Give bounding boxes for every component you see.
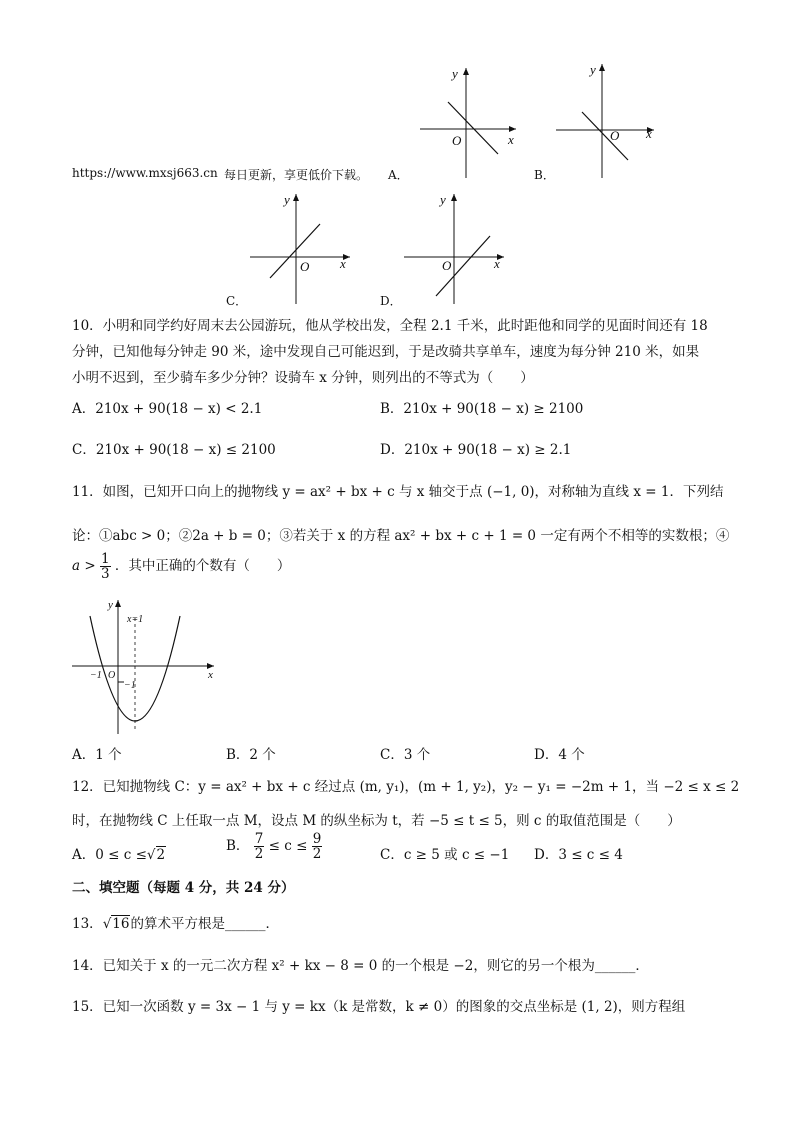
graph-b: [552, 58, 662, 178]
graph-a: [412, 60, 522, 180]
q11-fraction: [100, 552, 111, 581]
q11-frac-num: 1: [100, 551, 110, 567]
graph-a-x: x: [508, 132, 514, 147]
q12-b-num2: 9: [312, 831, 322, 847]
q10-option-b: B．210x + 90(18 − x) ≥ 2100: [380, 401, 584, 417]
q11-option-b: B．2 个: [226, 747, 276, 763]
sqrt-symbol: √: [146, 847, 156, 863]
q11-line3: [72, 552, 290, 581]
update-notice: 每日更新，享更低价下载。: [224, 168, 369, 182]
q12-option-c: C．c ≥ 5 或 c ≤ −1: [380, 847, 510, 863]
q11-frac-den: 3: [100, 566, 110, 583]
option-c-label: C．: [226, 294, 248, 308]
q11-graph-o: O: [108, 670, 116, 681]
graph-d-o: O: [442, 258, 452, 273]
option-d-label: D．: [380, 294, 402, 308]
q12-line1: 12．已知抛物线 C：y = ax² + bx + c 经过点 (m, y₁)，(m + 1, y₂)，y₂ − y₁ = −2m + 1，当 −2 ≤ x ≤ 2: [72, 779, 740, 795]
section-fill-in-blank-heading: 二、填空题（每题 4 分，共 24 分）: [72, 880, 295, 896]
q12-option-d: D．3 ≤ c ≤ 4: [534, 847, 623, 863]
q11-graph-neg1-y: −1: [124, 680, 136, 691]
q11-option-d: D．4 个: [534, 747, 585, 763]
q12-option-a: [72, 843, 166, 863]
graph-c-y: y: [284, 192, 290, 207]
sqrt-symbol: √: [102, 916, 112, 932]
q11-graph-axis-label: x=1: [127, 614, 144, 625]
q11-graph-x: x: [208, 669, 213, 681]
q12-b-den2: 2: [312, 846, 322, 863]
q10-line1: 10．小明和同学约好周末去公园游玩，他从学校出发，全程 2.1 千米，此时距他和同学的见面时间还有 18: [72, 318, 708, 334]
graph-b-o: O: [610, 128, 620, 143]
q10-option-c: C．210x + 90(18 − x) ≤ 2100: [72, 442, 276, 458]
option-b-label: B．: [534, 168, 555, 182]
q10-option-d: D．210x + 90(18 − x) ≥ 2.1: [380, 442, 572, 458]
q13: [72, 912, 279, 932]
q10-option-a: A．210x + 90(18 − x) < 2.1: [72, 401, 263, 417]
graph-d-x: x: [494, 256, 500, 271]
graph-c-x: x: [340, 256, 346, 271]
q11-option-a: A．1 个: [72, 747, 122, 763]
q12-option-b-pre: B．: [226, 838, 250, 855]
q11-graph-neg1: −1: [90, 670, 102, 681]
q12-option-b: [226, 832, 322, 861]
q10-line3: 小明不迟到，至少骑车多少分钟？设骑车 x 分钟，则列出的不等式为（ ）: [72, 370, 534, 386]
q13-pre: 13．: [72, 916, 103, 932]
option-a-label: A．: [388, 168, 409, 182]
graph-d-y: y: [440, 192, 446, 207]
q12-b-den1: 2: [254, 846, 264, 863]
q14: 14．已知关于 x 的一元二次方程 x² + kx − 8 = 0 的一个根是 −2，则它的另一个根为______．: [72, 958, 649, 974]
graph-b-x: x: [646, 126, 652, 141]
q15: 15．已知一次函数 y = 3x − 1 与 y = kx（k 是常数，k ≠ 0）的图象的交点坐标是 (1, 2)，则方程组: [72, 999, 686, 1015]
q10-line2: 分钟，已知他每分钟走 90 米，途中发现自己可能迟到，于是改骑共享单车，速度为每分钟 210 米，如果: [72, 344, 700, 360]
q11-line2: 论：①abc > 0；②2a + b = 0；③若关于 x 的方程 ax² + bx + c + 1 = 0 一定有两个不相等的实数根；④: [72, 528, 730, 544]
q13-post: 的算术平方根是______．: [130, 916, 279, 932]
q11-option-c: C．3 个: [380, 747, 431, 763]
graph-d: [400, 188, 512, 306]
q12-line2: 时，在抛物线 C 上任取一点 M，设点 M 的纵坐标为 t，若 −5 ≤ t ≤ 5，则 c 的取值范围是（ ）: [72, 813, 681, 829]
q13-radicand: 16: [112, 916, 130, 932]
q11-line1: 11．如图，已知开口向上的抛物线 y = ax² + bx + c 与 x 轴交于点 (−1, 0)，对称轴为直线 x = 1．下列结: [72, 484, 724, 500]
q12-option-a-pre: A．0 ≤ c ≤: [72, 847, 147, 863]
q12-b-num1: 7: [254, 831, 264, 847]
q11-parabola-graph: [68, 596, 218, 736]
q12-option-b-mid: ≤ c ≤: [268, 838, 308, 855]
graph-a-y: y: [452, 66, 458, 81]
graph-b-y: y: [590, 62, 596, 77]
graph-c-o: O: [300, 259, 310, 274]
q12-option-a-radicand: 2: [156, 847, 166, 863]
q11-line3-b: ．其中正确的个数有（ ）: [114, 558, 291, 575]
graph-a-o: O: [452, 133, 462, 148]
q11-graph-y: y: [108, 599, 113, 611]
graph-c: [244, 188, 359, 306]
q11-line3-a: a >: [72, 558, 96, 575]
source-url[interactable]: https://www.mxsj663.cn: [72, 166, 218, 180]
